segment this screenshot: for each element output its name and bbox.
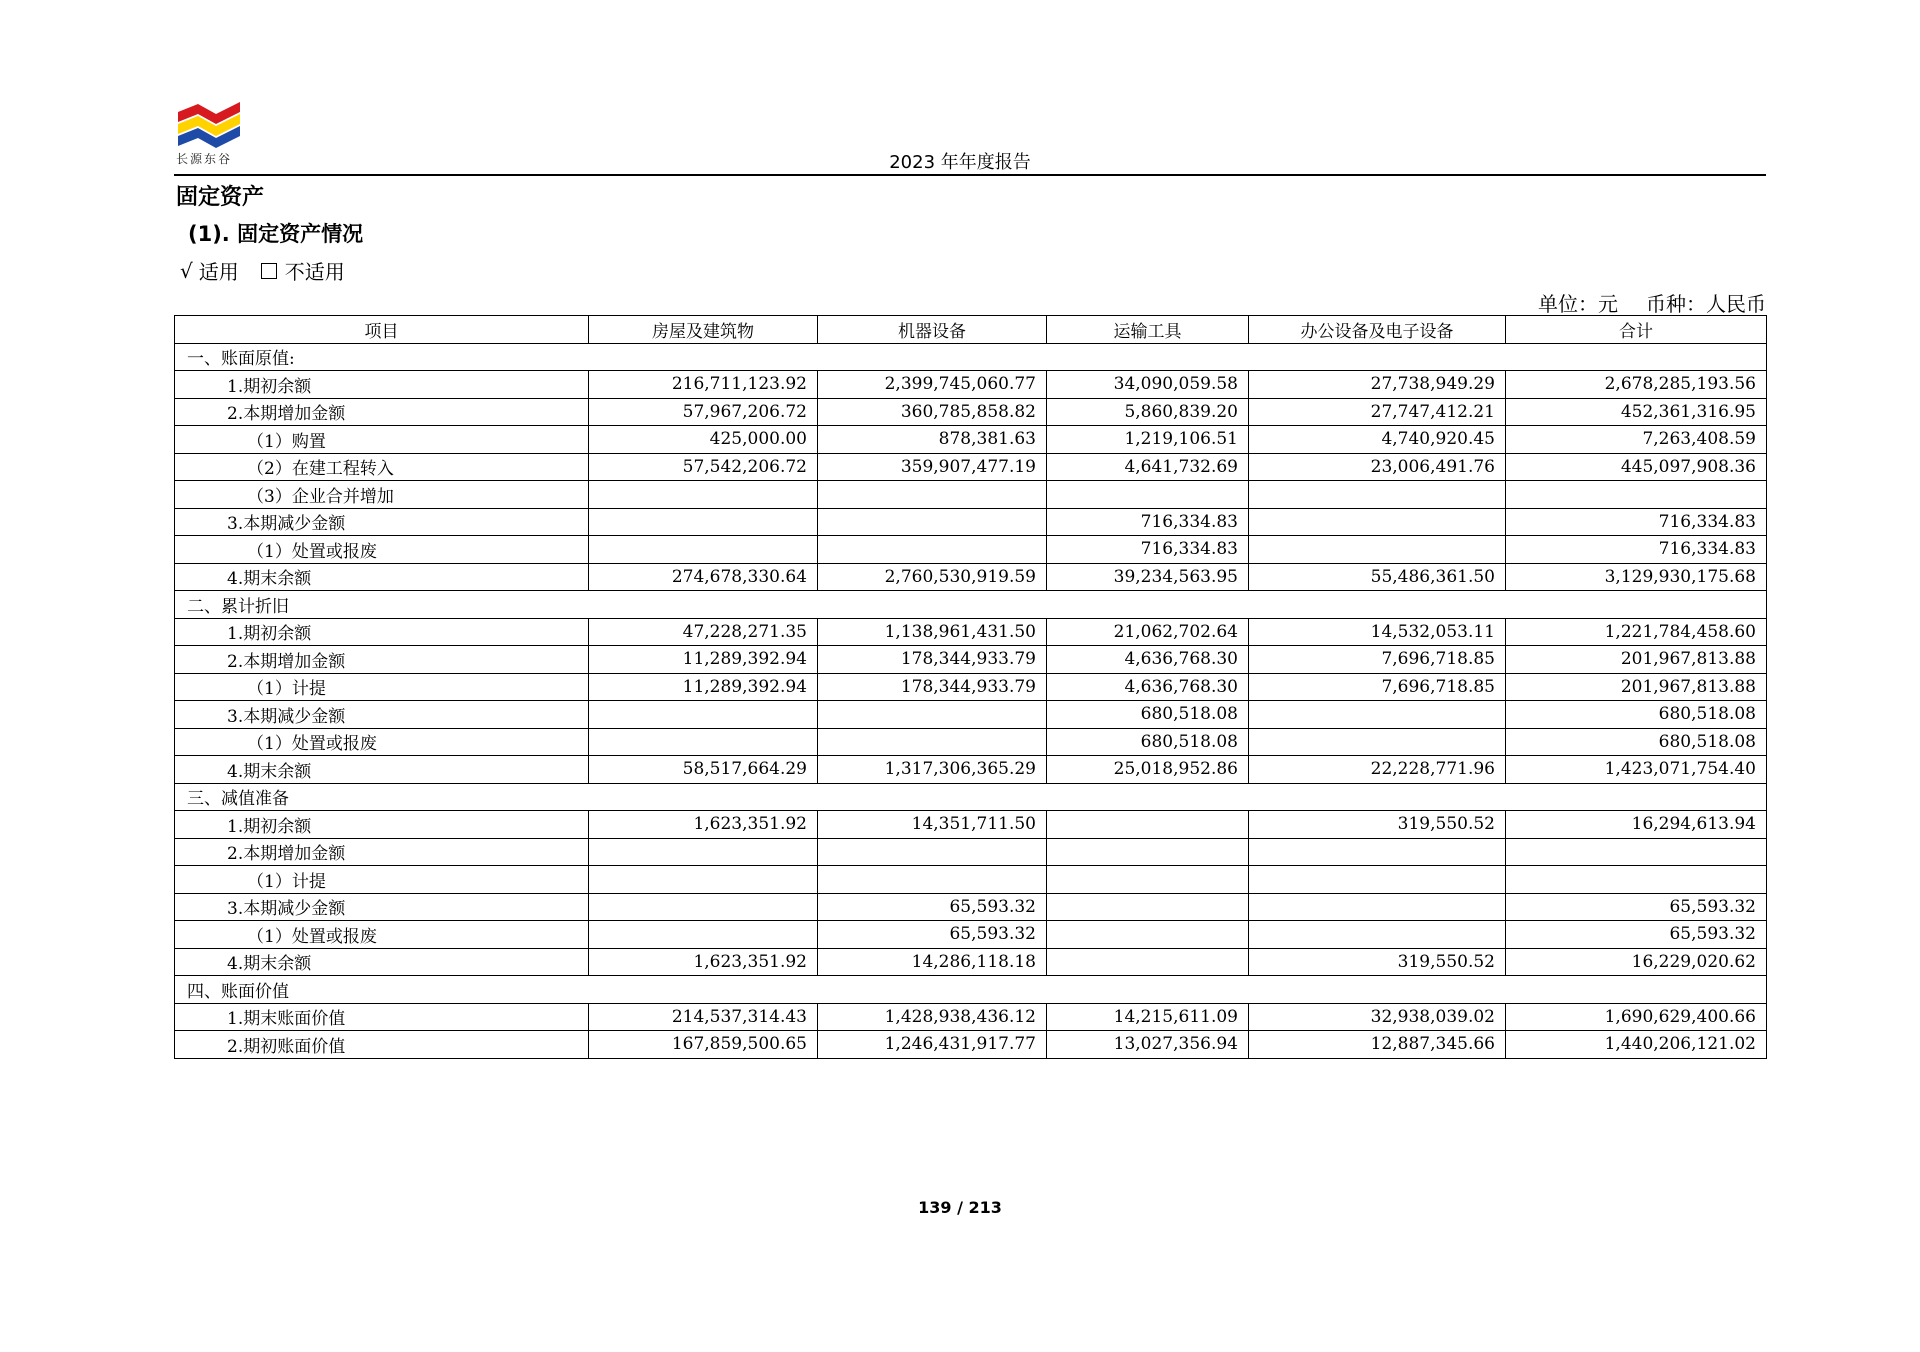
- row-label-cell: 1.期末账面价值: [175, 1003, 589, 1031]
- value-cell: 7,696,718.85: [1249, 673, 1506, 701]
- table-row: [175, 1031, 1767, 1059]
- value-cell: 1,221,784,458.60: [1506, 618, 1767, 646]
- table-row: [175, 701, 1767, 729]
- value-cell: 57,542,206.72: [589, 453, 818, 481]
- value-cell: 25,018,952.86: [1047, 756, 1249, 784]
- value-cell: 23,006,491.76: [1249, 453, 1506, 481]
- value-cell: 4,636,768.30: [1047, 673, 1249, 701]
- value-cell: 65,593.32: [1506, 893, 1767, 921]
- row-label-cell: 1.期初余额: [175, 618, 589, 646]
- value-cell: [818, 728, 1047, 756]
- table-row: [175, 371, 1767, 399]
- value-cell: 319,550.52: [1249, 948, 1506, 976]
- value-cell: 716,334.83: [1047, 536, 1249, 564]
- value-cell: [1249, 838, 1506, 866]
- value-cell: 1,440,206,121.02: [1506, 1031, 1767, 1059]
- table-row: [175, 426, 1767, 454]
- value-cell: [589, 481, 818, 509]
- applicable-label: 适用: [198, 260, 239, 284]
- value-cell: 2,760,530,919.59: [818, 563, 1047, 591]
- value-cell: 878,381.63: [818, 426, 1047, 454]
- value-cell: 1,623,351.92: [589, 948, 818, 976]
- column-header: 项目: [175, 316, 589, 344]
- value-cell: 13,027,356.94: [1047, 1031, 1249, 1059]
- page-number: 139 / 213: [918, 1198, 1002, 1217]
- value-cell: 14,215,611.09: [1047, 1003, 1249, 1031]
- empty-checkbox-icon: [261, 263, 277, 279]
- table-row: [175, 728, 1767, 756]
- table-row: [175, 536, 1767, 564]
- row-label-cell: 4.期末余额: [175, 563, 589, 591]
- value-cell: [589, 921, 818, 949]
- value-cell: [589, 838, 818, 866]
- table-row: [175, 481, 1767, 509]
- table-row: [175, 756, 1767, 784]
- report-title: 2023 年年度报告: [889, 152, 1031, 173]
- value-cell: 2,399,745,060.77: [818, 371, 1047, 399]
- row-label-cell: （2）在建工程转入: [175, 453, 589, 481]
- value-cell: 680,518.08: [1047, 728, 1249, 756]
- table-section-row: [175, 591, 1767, 619]
- value-cell: 21,062,702.64: [1047, 618, 1249, 646]
- value-cell: 4,641,732.69: [1047, 453, 1249, 481]
- value-cell: 1,428,938,436.12: [818, 1003, 1047, 1031]
- unit-label: 单位：元: [1538, 292, 1618, 316]
- table-section-row: [175, 343, 1767, 371]
- column-header: 机器设备: [818, 316, 1047, 344]
- unit-line: [1538, 288, 1766, 317]
- value-cell: 7,696,718.85: [1249, 646, 1506, 674]
- row-label-cell: （1）计提: [175, 673, 589, 701]
- row-label-cell: （1）计提: [175, 866, 589, 894]
- value-cell: [589, 536, 818, 564]
- value-cell: 2,678,285,193.56: [1506, 371, 1767, 399]
- table-section-row: [175, 976, 1767, 1004]
- value-cell: 57,967,206.72: [589, 398, 818, 426]
- value-cell: [1249, 481, 1506, 509]
- row-label-cell: 4.期末余额: [175, 948, 589, 976]
- table-row: [175, 1003, 1767, 1031]
- fixed-assets-table: [174, 315, 1767, 1059]
- value-cell: [1047, 481, 1249, 509]
- value-cell: 32,938,039.02: [1249, 1003, 1506, 1031]
- value-cell: [818, 481, 1047, 509]
- value-cell: 274,678,330.64: [589, 563, 818, 591]
- column-header: 房屋及建筑物: [589, 316, 818, 344]
- value-cell: 716,334.83: [1506, 508, 1767, 536]
- applicability-line: [180, 256, 345, 285]
- table-row: [175, 893, 1767, 921]
- value-cell: [589, 866, 818, 894]
- section-label-cell: 四、账面价值: [175, 976, 1767, 1004]
- row-label-cell: 3.本期减少金额: [175, 508, 589, 536]
- value-cell: 359,907,477.19: [818, 453, 1047, 481]
- value-cell: 16,229,020.62: [1506, 948, 1767, 976]
- table-section-row: [175, 783, 1767, 811]
- value-cell: 55,486,361.50: [1249, 563, 1506, 591]
- value-cell: [1249, 728, 1506, 756]
- table-row: [175, 811, 1767, 839]
- value-cell: 4,740,920.45: [1249, 426, 1506, 454]
- value-cell: 65,593.32: [1506, 921, 1767, 949]
- value-cell: 716,334.83: [1506, 536, 1767, 564]
- header-divider: [174, 174, 1766, 176]
- value-cell: [589, 893, 818, 921]
- value-cell: 58,517,664.29: [589, 756, 818, 784]
- row-label-cell: （3）企业合并增加: [175, 481, 589, 509]
- value-cell: 1,246,431,917.77: [818, 1031, 1047, 1059]
- value-cell: 319,550.52: [1249, 811, 1506, 839]
- section-label-cell: 三、减值准备: [175, 783, 1767, 811]
- table-row: [175, 563, 1767, 591]
- value-cell: 65,593.32: [818, 921, 1047, 949]
- table-row: [175, 921, 1767, 949]
- value-cell: 3,129,930,175.68: [1506, 563, 1767, 591]
- value-cell: 1,623,351.92: [589, 811, 818, 839]
- subsection-title: (1). 固定资产情况: [188, 222, 364, 246]
- value-cell: [1506, 838, 1767, 866]
- value-cell: [1249, 536, 1506, 564]
- value-cell: 34,090,059.58: [1047, 371, 1249, 399]
- value-cell: 4,636,768.30: [1047, 646, 1249, 674]
- value-cell: [818, 701, 1047, 729]
- value-cell: 27,747,412.21: [1249, 398, 1506, 426]
- table-row: [175, 646, 1767, 674]
- value-cell: 65,593.32: [818, 893, 1047, 921]
- value-cell: [589, 701, 818, 729]
- value-cell: 14,286,118.18: [818, 948, 1047, 976]
- not-applicable-label: 不适用: [284, 260, 345, 284]
- value-cell: 201,967,813.88: [1506, 673, 1767, 701]
- value-cell: [1047, 811, 1249, 839]
- value-cell: 716,334.83: [1047, 508, 1249, 536]
- value-cell: 39,234,563.95: [1047, 563, 1249, 591]
- value-cell: 680,518.08: [1506, 701, 1767, 729]
- row-label-cell: 3.本期减少金额: [175, 893, 589, 921]
- table-row: [175, 673, 1767, 701]
- value-cell: [1047, 866, 1249, 894]
- value-cell: 178,344,933.79: [818, 646, 1047, 674]
- value-cell: 11,289,392.94: [589, 673, 818, 701]
- row-label-cell: 2.期初账面价值: [175, 1031, 589, 1059]
- row-label-cell: （1）处置或报废: [175, 536, 589, 564]
- value-cell: 216,711,123.92: [589, 371, 818, 399]
- section-label-cell: 一、账面原值:: [175, 343, 1767, 371]
- value-cell: 214,537,314.43: [589, 1003, 818, 1031]
- value-cell: [589, 728, 818, 756]
- table-row: [175, 453, 1767, 481]
- value-cell: 5,860,839.20: [1047, 398, 1249, 426]
- currency-label: 币种：人民币: [1646, 292, 1766, 316]
- value-cell: 14,351,711.50: [818, 811, 1047, 839]
- value-cell: 167,859,500.65: [589, 1031, 818, 1059]
- value-cell: [1047, 893, 1249, 921]
- value-cell: 1,138,961,431.50: [818, 618, 1047, 646]
- check-mark-icon: √: [180, 258, 193, 283]
- value-cell: 47,228,271.35: [589, 618, 818, 646]
- row-label-cell: 1.期初余额: [175, 811, 589, 839]
- value-cell: [818, 838, 1047, 866]
- value-cell: 445,097,908.36: [1506, 453, 1767, 481]
- value-cell: 452,361,316.95: [1506, 398, 1767, 426]
- table-body: [175, 343, 1767, 1058]
- value-cell: [1047, 838, 1249, 866]
- row-label-cell: 4.期末余额: [175, 756, 589, 784]
- value-cell: [1506, 481, 1767, 509]
- value-cell: 7,263,408.59: [1506, 426, 1767, 454]
- value-cell: [818, 508, 1047, 536]
- value-cell: [818, 536, 1047, 564]
- column-header: 合计: [1506, 316, 1767, 344]
- value-cell: 12,887,345.66: [1249, 1031, 1506, 1059]
- row-label-cell: 2.本期增加金额: [175, 838, 589, 866]
- row-label-cell: 2.本期增加金额: [175, 398, 589, 426]
- column-header: 运输工具: [1047, 316, 1249, 344]
- table-header-row: [175, 316, 1767, 344]
- value-cell: [1249, 921, 1506, 949]
- value-cell: 425,000.00: [589, 426, 818, 454]
- value-cell: [818, 866, 1047, 894]
- value-cell: 16,294,613.94: [1506, 811, 1767, 839]
- value-cell: [1249, 701, 1506, 729]
- section-title: 固定资产: [176, 185, 265, 210]
- logo-text: 长源东谷: [176, 152, 233, 166]
- table-row: [175, 948, 1767, 976]
- table-row: [175, 508, 1767, 536]
- value-cell: 1,219,106.51: [1047, 426, 1249, 454]
- value-cell: [589, 508, 818, 536]
- value-cell: 360,785,858.82: [818, 398, 1047, 426]
- table-row: [175, 398, 1767, 426]
- table-row: [175, 618, 1767, 646]
- value-cell: [1506, 866, 1767, 894]
- section-label-cell: 二、累计折旧: [175, 591, 1767, 619]
- table-row: [175, 866, 1767, 894]
- row-label-cell: 3.本期减少金额: [175, 701, 589, 729]
- value-cell: [1249, 893, 1506, 921]
- value-cell: [1047, 948, 1249, 976]
- value-cell: 680,518.08: [1047, 701, 1249, 729]
- row-label-cell: （1）处置或报废: [175, 728, 589, 756]
- row-label-cell: （1）购置: [175, 426, 589, 454]
- value-cell: [1047, 921, 1249, 949]
- table-row: [175, 838, 1767, 866]
- value-cell: 1,317,306,365.29: [818, 756, 1047, 784]
- column-header: 办公设备及电子设备: [1249, 316, 1506, 344]
- value-cell: [1249, 866, 1506, 894]
- value-cell: 11,289,392.94: [589, 646, 818, 674]
- value-cell: [1249, 508, 1506, 536]
- value-cell: 1,423,071,754.40: [1506, 756, 1767, 784]
- value-cell: 680,518.08: [1506, 728, 1767, 756]
- row-label-cell: （1）处置或报废: [175, 921, 589, 949]
- value-cell: 201,967,813.88: [1506, 646, 1767, 674]
- row-label-cell: 1.期初余额: [175, 371, 589, 399]
- value-cell: 27,738,949.29: [1249, 371, 1506, 399]
- value-cell: 1,690,629,400.66: [1506, 1003, 1767, 1031]
- row-label-cell: 2.本期增加金额: [175, 646, 589, 674]
- value-cell: 14,532,053.11: [1249, 618, 1506, 646]
- value-cell: 22,228,771.96: [1249, 756, 1506, 784]
- value-cell: 178,344,933.79: [818, 673, 1047, 701]
